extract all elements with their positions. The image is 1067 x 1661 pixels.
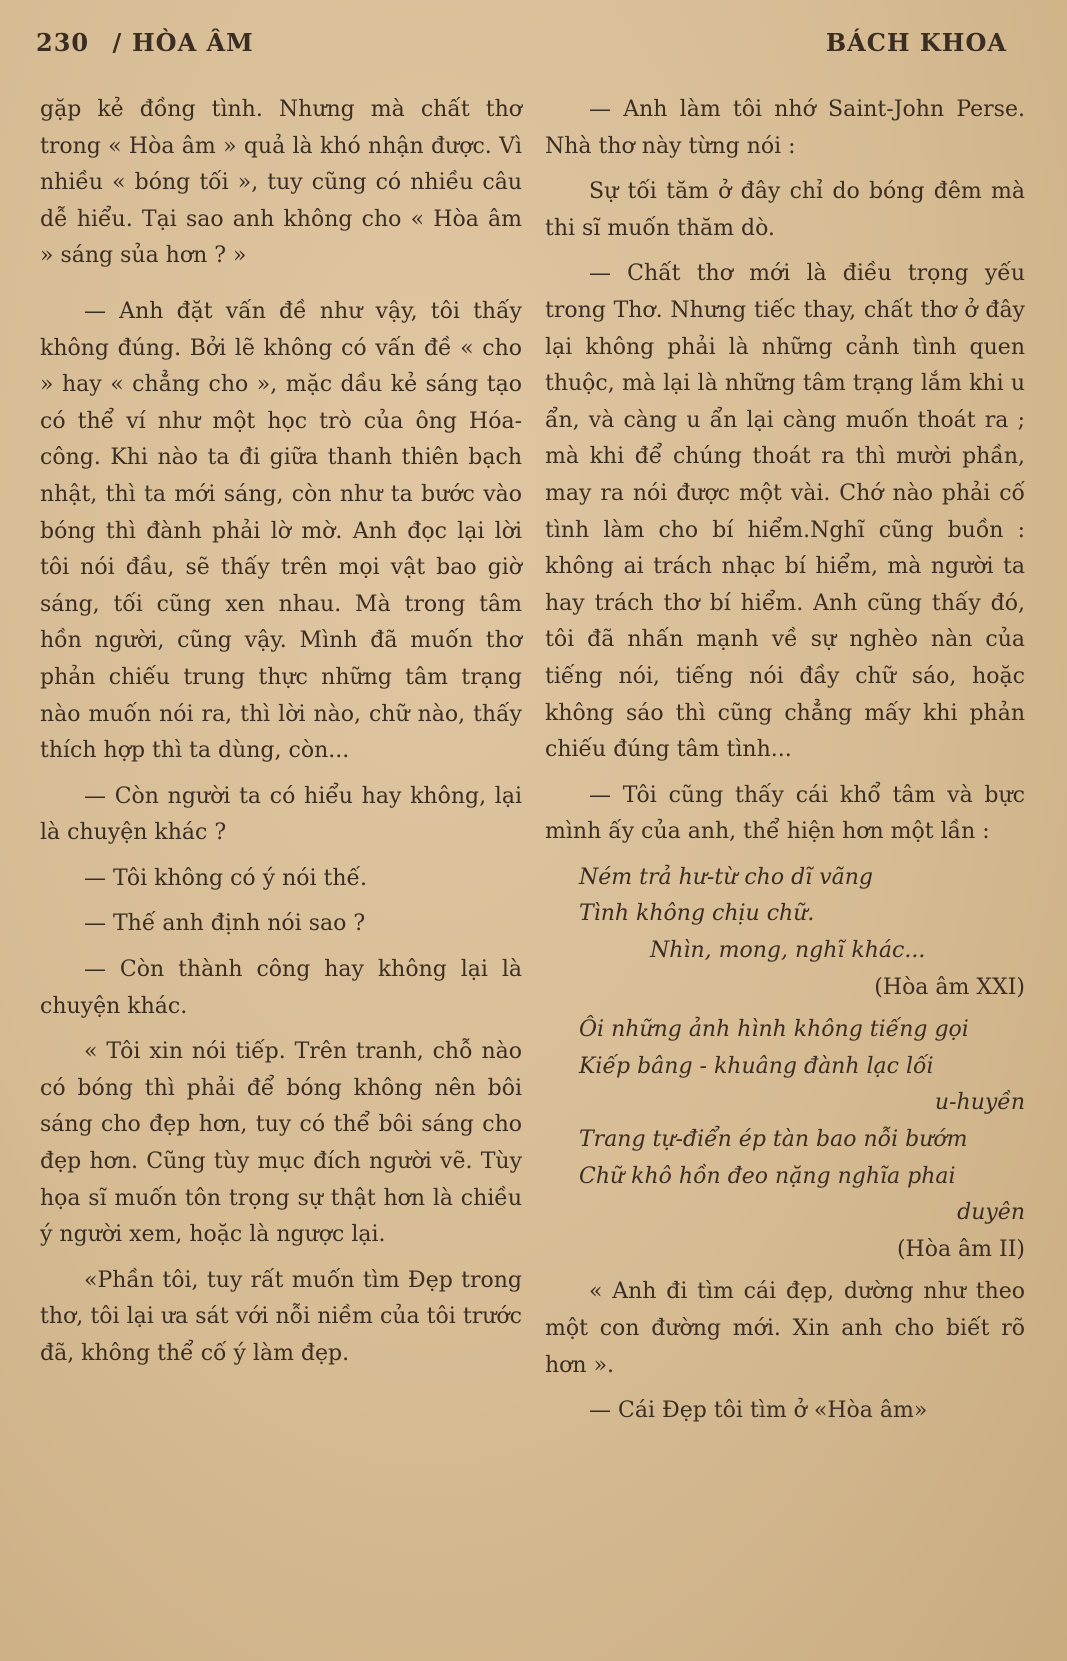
body-paragraph: « Tôi xin nói tiếp. Trên tranh, chỗ nào có bóng thì phải để bóng không nên bôi sáng cho đẹp hơn, tuy có thể bôi sáng cho đẹp hơn. Cũng tùy mục đích người vẽ. Tùy họa sĩ muốn tôn trọng sự thật hơn là chiều ý người xem, hoặc là ngược lại. — [40, 1039, 522, 1248]
body-paragraph: — Còn người ta có hiểu hay không, lại là chuyện khác ? — [40, 783, 522, 846]
poem-line: Chữ khô hồn đeo nặng nghĩa phai — [579, 1163, 956, 1189]
poem-excerpt — [545, 860, 1025, 1006]
body-paragraph: — Còn thành công hay không lại là chuyện khác. — [40, 957, 522, 1019]
poem-line: Nhìn, mong, nghĩ khác... — [650, 938, 926, 964]
poem-line: Ném trả hư-từ cho dĩ vãng — [579, 864, 874, 890]
body-paragraph: — Thế anh định nói sao ? — [84, 911, 366, 937]
page-header — [36, 28, 1007, 68]
body-paragraph: — Anh làm tôi nhớ Saint-John Perse. Nhà thơ này từng nói : — [545, 97, 1025, 159]
poem-line: Trang tự-điển ép tàn bao nỗi bướm — [579, 1127, 968, 1153]
poem-source: (Hòa âm II) — [896, 1236, 1025, 1262]
page-number-text: 230 — [36, 28, 90, 57]
body-paragraph: — Tôi không có ý nói thế. — [84, 865, 368, 891]
running-title: HÒA ÂM — [132, 28, 254, 57]
body-paragraph: « Anh đi tìm cái đẹp, dường như theo một con đường mới. Xin anh cho biết rõ hơn ». — [545, 1279, 1025, 1378]
right-column — [545, 92, 1025, 1439]
quote-paragraph: Sự tối tăm ở đây chỉ do bóng đêm mà thi sĩ muốn thăm dò. — [545, 179, 1025, 241]
poem-line: Ôi những ảnh hình không tiếng gọi — [579, 1017, 969, 1043]
body-paragraph: — Cái Đẹp tôi tìm ở «Hòa âm» — [589, 1398, 928, 1424]
body-paragraph: gặp kẻ đồng tình. Nhưng mà chất thơ trong « Hòa âm » quả là khó nhận được. Vì nhiều « bóng tối », tuy cũng có nhiều câu dễ hiểu. Tại sao anh không cho « Hòa âm » sáng sủa hơn ? » — [40, 97, 522, 269]
page-number — [36, 28, 122, 57]
poem-line: duyên — [957, 1200, 1025, 1226]
poem-line: Kiếp bâng - khuâng đành lạc lối — [579, 1053, 934, 1079]
magazine-name: BÁCH KHOA — [825, 28, 1007, 57]
poem-line: u-huyền — [934, 1090, 1025, 1116]
poem-excerpt — [545, 1012, 1025, 1268]
body-paragraph: — Anh đặt vấn đề như vậy, tôi thấy không đúng. Bởi lẽ không có vấn đề « cho » hay « chẳng cho », mặc dầu kẻ sáng tạo có thể ví như một học trò của ông Hóa-công. Khi nào ta đi giữa thanh thiên bạch nhật, thì ta mới sáng, còn như ta bước vào bóng thì đành phải lờ mờ. Anh đọc lại lời tôi nói đầu, sẽ thấy trên mọi vật bao giờ sáng, tối cũng xen nhau. Mà trong tâm hồn người, cũng vậy. Mình đã muốn thơ phản chiếu trung thực những tâm trạng nào muốn nói ra, thì lời nào, chữ nào, thấy thích hợp thì ta dùng, còn... — [40, 298, 522, 764]
header-separator: / — [112, 28, 123, 57]
left-column — [40, 92, 522, 1382]
poem-source: (Hòa âm XXI) — [874, 974, 1025, 1000]
body-paragraph: — Chất thơ mới là điều trọng yếu trong Thơ. Nhưng tiếc thay, chất thơ ở đây lại không phải là những cảnh tình quen thuộc, mà lại là những tâm trạng lắm khi u ẩn, và càng u ẩn lại càng muốn thoát ra ; mà khi để chúng thoát ra thì mười phần, may ra nói được một vài. Chớ nào phải cố tình làm cho bí hiểm.Nghĩ cũng buồn : không ai trách nhạc bí hiểm, mà người ta hay trách thơ bí hiểm. Anh cũng thấy đó, tôi đã nhấn mạnh về sự nghèo nàn của tiếng nói, tiếng nói đầy chữ sáo, hoặc không sáo thì cũng chẳng mấy khi phản chiếu đúng tâm tình... — [545, 261, 1025, 763]
body-paragraph: «Phần tôi, tuy rất muốn tìm Đẹp trong thơ, tôi lại ưa sát với nỗi niềm của tôi trước đã, không thể cố ý làm đẹp. — [40, 1267, 522, 1366]
body-paragraph: — Tôi cũng thấy cái khổ tâm và bực mình ấy của anh, thể hiện hơn một lần : — [545, 782, 1025, 845]
poem-line: Tình không chịu chữ. — [579, 901, 815, 927]
